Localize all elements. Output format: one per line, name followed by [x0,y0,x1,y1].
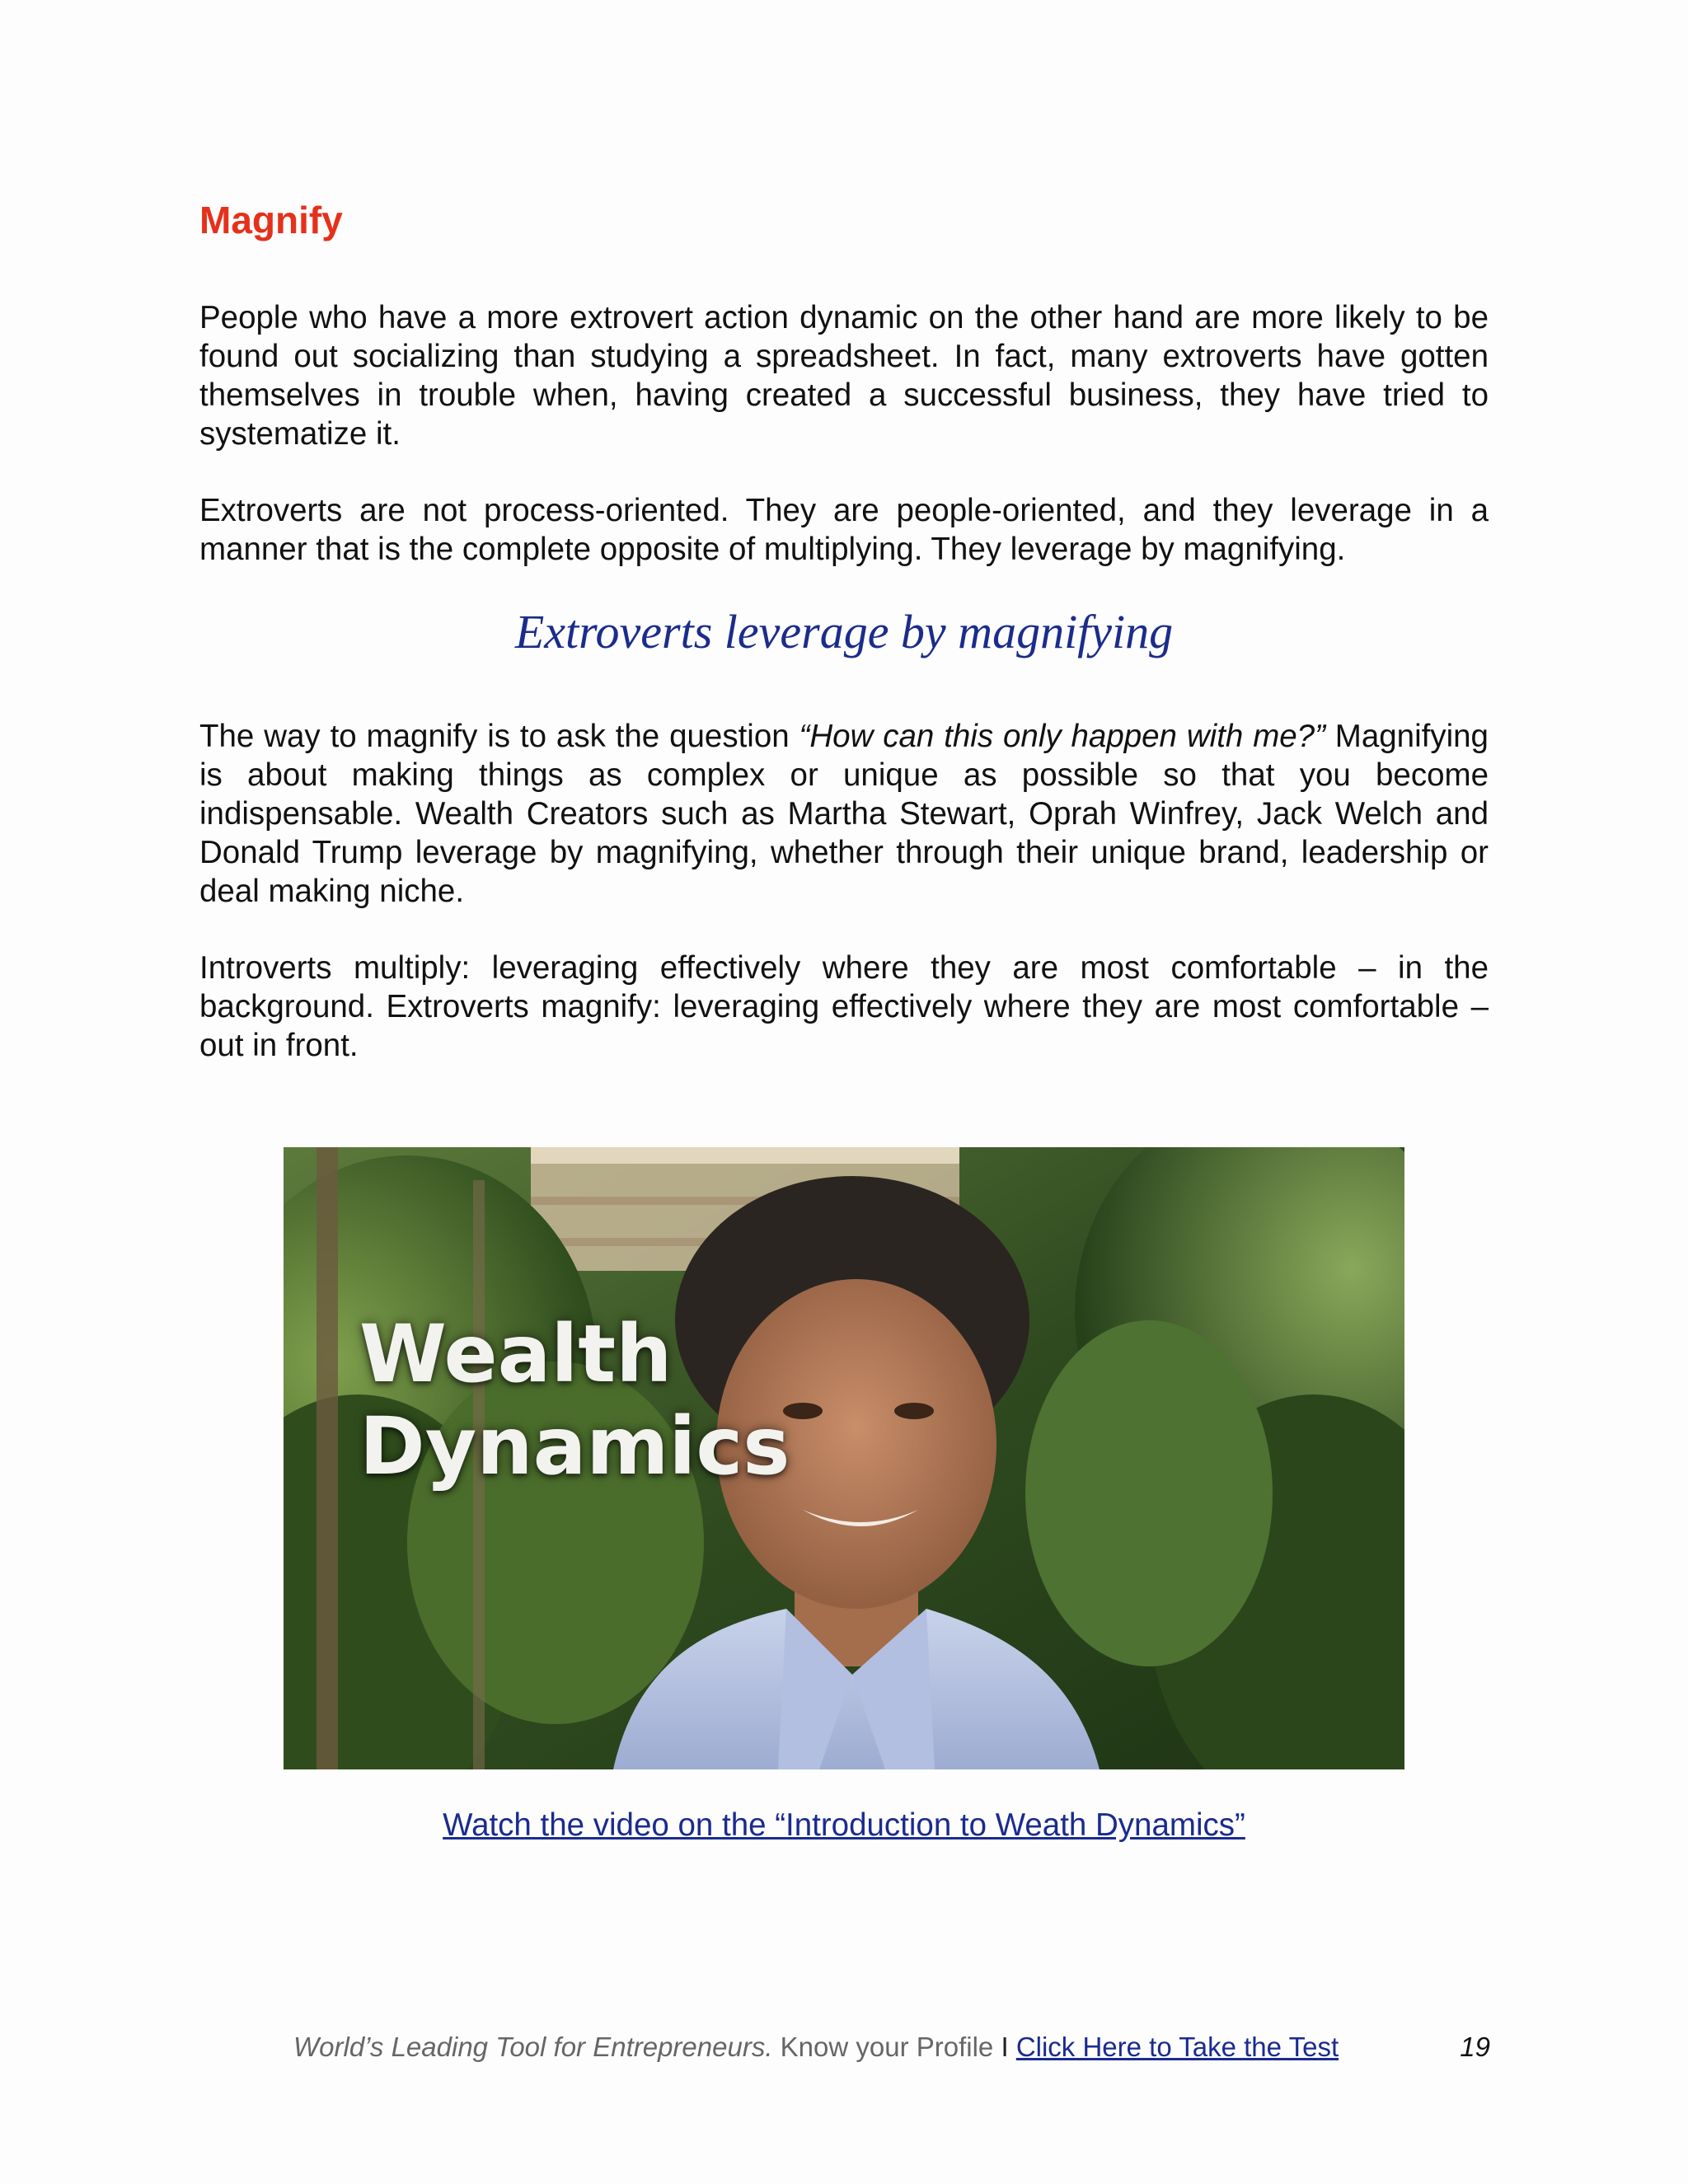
question-quote: “How can this only happen with me?” [799,719,1325,754]
pull-quote: Extroverts leverage by magnifying [514,605,1174,658]
footer-profile-text: Know your Profile [772,2032,1001,2062]
page-footer [293,2031,1490,2064]
video-title-overlay [359,1308,790,1493]
video-thumbnail[interactable] [284,1147,1404,1769]
paragraph-how-to-magnify [199,717,1489,911]
page-number: 19 [1460,2032,1490,2062]
section-heading: Magnify [199,199,343,241]
take-test-link[interactable]: Click Here to Take the Test [1015,2032,1339,2062]
paragraph-multiply-vs-magnify: Introverts multiply: leveraging effectively where they are most comfortable – in the background. Extroverts magnify: leveraging effectively where they are most comfortable – out in front. [199,950,1489,1063]
paragraph-text: Magnifying is about making things as complex or unique as possible so that you become indispensable. Wealth Creators such as Martha Stewart, Oprah Winfrey, Jack Welch and Donald Trump leverage by magnifying, whether through their unique brand, leadership or deal making niche. [199,719,1489,909]
footer-separator: I [1001,2032,1009,2062]
paragraph-extrovert-dynamic: People who have a more extrovert action dynamic on the other hand are more likely to be found out socializing than studying a spreadsheet. In fact, many extroverts have gotten themselves in trouble when, having created a successful business, they have tried to systematize it. [199,300,1489,452]
video-title-line: Dynamics [359,1400,790,1493]
footer-tagline: World’s Leading Tool for Entrepreneurs. [293,2032,773,2062]
paragraph-people-oriented: Extroverts are not process-oriented. They are people-oriented, and they leverage in a manner that is the complete opposite of multiplying. They leverage by magnifying. [199,493,1489,567]
video-title-line: Wealth [359,1308,673,1400]
paragraph-text: The way to magnify is to ask the question [199,719,799,754]
watch-video-link[interactable]: Watch the video on the “Introduction to Weath Dynamics” [443,1807,1245,1843]
video-link-container [0,1807,1688,1844]
